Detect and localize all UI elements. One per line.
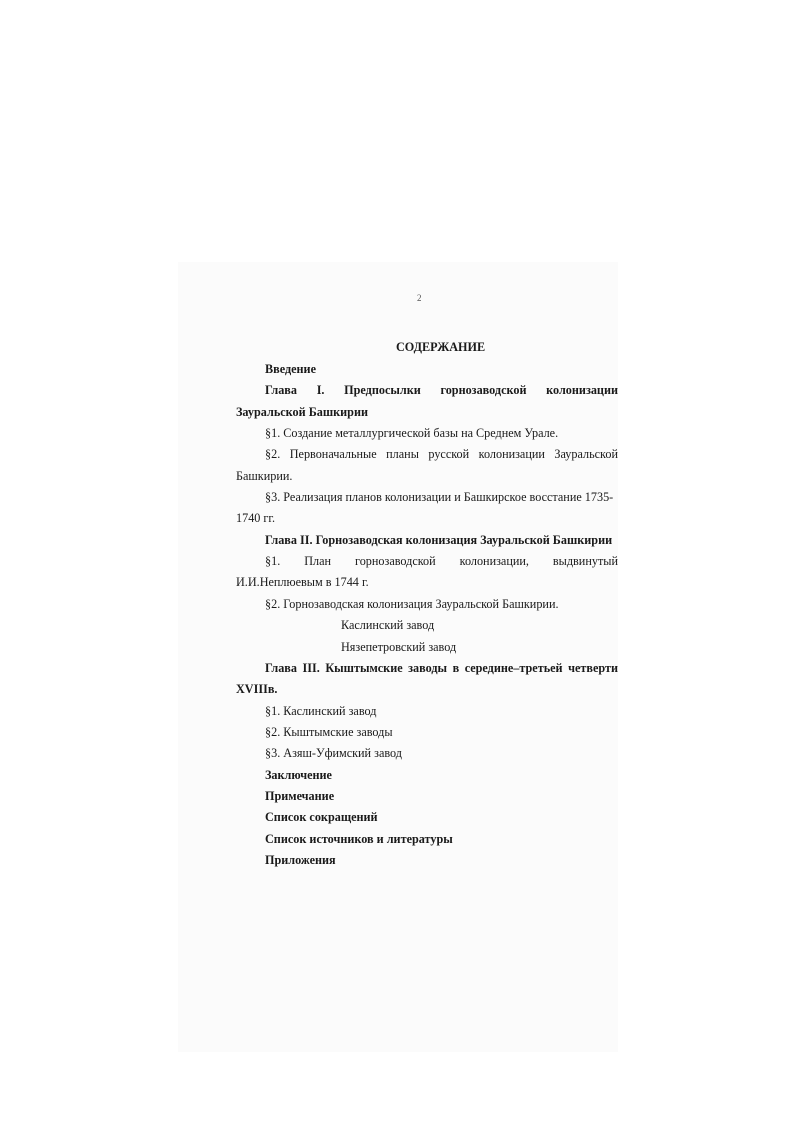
toc-ch3-section-1: §1. Каслинский завод (265, 704, 377, 718)
toc-chapter-2: Глава II. Горнозаводская колонизация Зауральской Башкирии (265, 533, 613, 547)
word: Первоначальные (289, 447, 377, 461)
word: колонизации (478, 447, 545, 461)
word: горнозаводской (355, 554, 436, 568)
word: четверти (568, 661, 618, 675)
page-number: 2 (417, 293, 422, 303)
word: колонизации (546, 383, 618, 397)
word: планы (386, 447, 419, 461)
word: §1. (265, 554, 281, 568)
word: Глава (265, 661, 297, 675)
word: заводы (408, 661, 448, 675)
toc-chapter-3-line2: XVIIIв. (236, 682, 278, 696)
toc-ch2-subsection-1: Каслинский завод (341, 618, 435, 632)
word: в (452, 661, 460, 675)
toc-appendices: Приложения (265, 853, 336, 867)
toc-chapter-1-line2: Зауральской Башкирии (236, 405, 369, 419)
word: колонизации, (459, 554, 529, 568)
word: Глава (265, 383, 297, 397)
word: Предпосылки (344, 383, 421, 397)
toc-chapter-1-line1 (265, 382, 618, 398)
toc-chapter-3-line1 (265, 660, 618, 676)
toc-ch2-section-1-line1 (265, 553, 618, 569)
toc-ch2-subsection-2: Нязепетровский завод (341, 640, 457, 654)
toc-ch1-section-2-line1 (265, 446, 618, 462)
word: План (304, 554, 332, 568)
toc-ch2-section-1-line2: И.И.Неплюевым в 1744 г. (236, 575, 369, 589)
toc-notes: Примечание (265, 789, 335, 803)
word: горнозаводской (440, 383, 527, 397)
toc-ch1-section-1: §1. Создание металлургической базы на Среднем Урале. (265, 426, 559, 440)
toc-introduction: Введение (265, 362, 316, 376)
toc-ch3-section-2: §2. Кыштымские заводы (265, 725, 393, 739)
word: середине–третьей (464, 661, 563, 675)
toc-ch2-section-2: §2. Горнозаводская колонизация Зауральской Башкирии. (265, 597, 559, 611)
word: Кыштымские (325, 661, 403, 675)
toc-ch3-section-3: §3. Азяш-Уфимский завод (265, 746, 402, 760)
toc-abbreviations: Список сокращений (265, 810, 378, 824)
word: I. (316, 383, 325, 397)
toc-ch1-section-3-line1: §3. Реализация планов колонизации и Башкирское восстание 1735- (265, 490, 614, 504)
word: Зауральской (554, 447, 618, 461)
word: русской (428, 447, 470, 461)
toc-ch1-section-2-line2: Башкирии. (236, 469, 293, 483)
page-title: СОДЕРЖАНИЕ (396, 340, 486, 354)
toc-conclusion: Заключение (265, 768, 332, 782)
toc-sources: Список источников и литературы (265, 832, 453, 846)
word: III. (302, 661, 320, 675)
word: выдвинутый (552, 554, 618, 568)
toc-ch1-section-3-line2: 1740 гг. (236, 511, 276, 525)
word: §2. (265, 447, 281, 461)
